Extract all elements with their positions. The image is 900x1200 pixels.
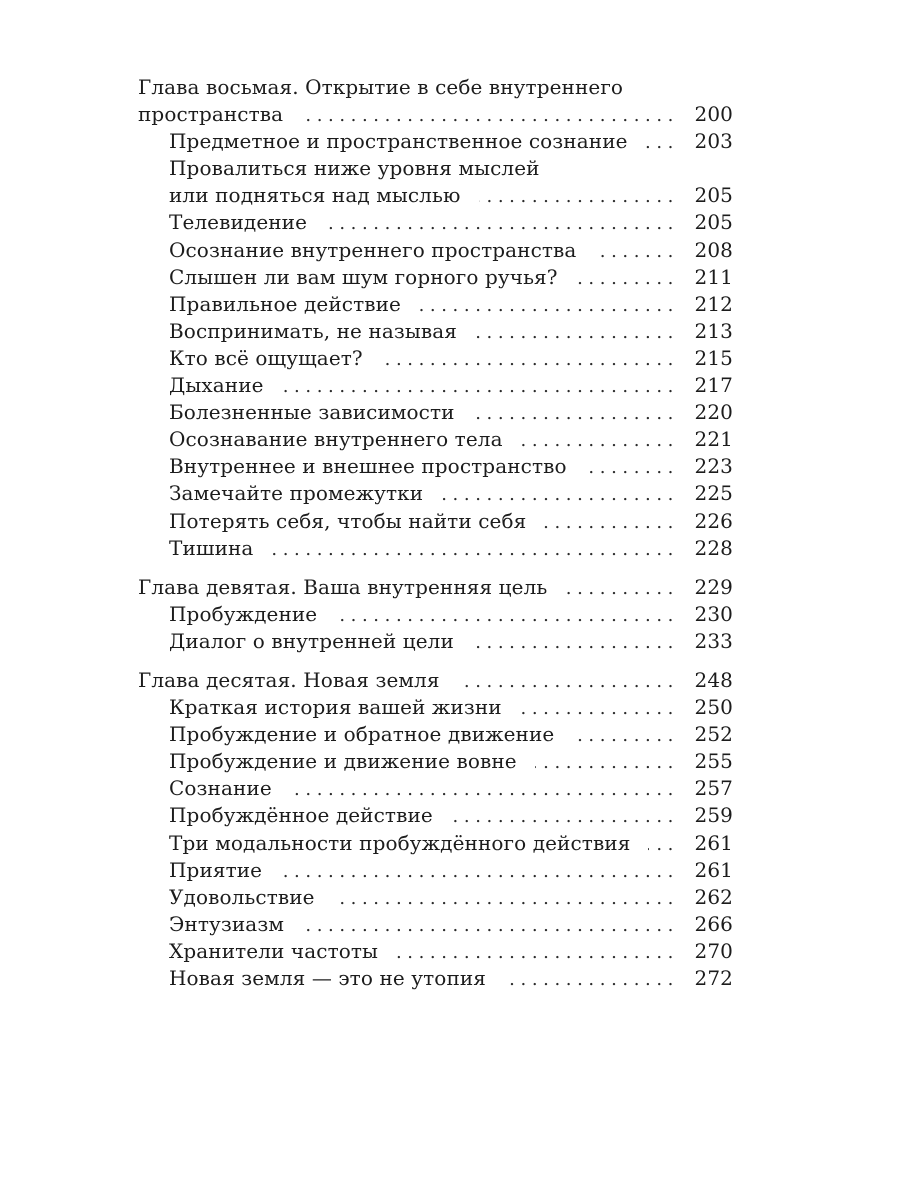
chapter-title-line: Глава девятая. Ваша внутренняя цель ..... 229 — [138, 574, 733, 601]
page-number: 248 — [694, 667, 733, 692]
page-number: 221 — [694, 427, 733, 452]
page-number: 208 — [694, 237, 733, 262]
dot-leader — [290, 776, 679, 803]
page-number: 212 — [694, 291, 733, 316]
dot-leader — [473, 400, 679, 427]
dot-leader — [282, 373, 679, 400]
toc-entry: Сознание ..... 257 — [138, 775, 733, 802]
page-number: 220 — [694, 400, 733, 425]
dot-leader — [441, 481, 679, 508]
page-number: 266 — [694, 911, 733, 936]
dot-leader — [646, 129, 679, 156]
chapter-title-line: Глава восьмая. Открытие в себе внутреннего — [138, 75, 624, 99]
toc-chapter-10 — [138, 667, 733, 992]
page-number: 213 — [694, 318, 733, 343]
page-number: 200 — [694, 102, 733, 127]
dot-leader — [520, 695, 679, 722]
dot-leader — [335, 602, 679, 629]
page-number: 203 — [694, 129, 733, 154]
toc-entry: Телевидение ..... 205 — [138, 209, 733, 236]
page-number: 226 — [694, 508, 733, 533]
toc-entry: Потерять себя, чтобы найти себя ..... 226 — [138, 508, 733, 535]
toc-entry: Приятие ..... 261 — [138, 857, 733, 884]
toc-entry: Осознавание внутреннего тела ..... 221 — [138, 426, 733, 453]
toc-entry: Внутреннее и внешнее пространство ..... 223 — [138, 453, 733, 480]
toc-entry: или подняться над мыслью ..... 205 — [138, 182, 733, 209]
page-number: 217 — [694, 373, 733, 398]
page-number: 270 — [694, 938, 733, 963]
page-number: 257 — [694, 776, 733, 801]
toc-entry: Кто всё ощущает? ..... 215 — [138, 345, 733, 372]
page-number: 228 — [694, 535, 733, 560]
page-number: 205 — [694, 210, 733, 235]
dot-leader — [648, 831, 679, 858]
toc-entry: Хранители частоты ..... 270 — [138, 938, 733, 965]
page-number: 229 — [694, 574, 733, 599]
dot-leader — [594, 238, 679, 265]
toc-entry: Тишина ..... 228 — [138, 535, 733, 562]
dot-leader — [333, 885, 679, 912]
toc-entry: Новая земля — это не утопия ..... 272 — [138, 965, 733, 992]
dot-leader — [280, 858, 679, 885]
page-number: 215 — [694, 345, 733, 370]
dot-leader — [535, 749, 679, 776]
toc-entry: Осознание внутреннего пространства ..... 208 — [138, 237, 733, 264]
toc-entry: Предметное и пространственное сознание ..... 203 — [138, 128, 733, 155]
dot-leader — [271, 536, 679, 563]
toc-entry: Пробуждённое действие ..... 259 — [138, 802, 733, 829]
toc-entry: Пробуждение и обратное движение ..... 252 — [138, 721, 733, 748]
toc-entry: Воспринимать, не называя ..... 213 — [138, 318, 733, 345]
dot-leader — [544, 509, 679, 536]
chapter-title-line: Глава десятая. Новая земля ..... 248 — [138, 667, 733, 694]
toc-entry: Удовольствие ..... 262 — [138, 884, 733, 911]
dot-leader — [419, 292, 679, 319]
toc-entry: Диалог о внутренней цели ..... 233 — [138, 628, 733, 655]
page-number: 261 — [694, 830, 733, 855]
page-number: 211 — [694, 264, 733, 289]
toc-entry: Дыхание ..... 217 — [138, 372, 733, 399]
page-number: 255 — [694, 749, 733, 774]
dot-leader — [585, 454, 679, 481]
toc-entry: Краткая история вашей жизни ..... 250 — [138, 694, 733, 721]
toc-entry: Болезненные зависимости ..... 220 — [138, 399, 733, 426]
dot-leader — [381, 346, 679, 373]
toc-entry: Энтузиазм ..... 266 — [138, 911, 733, 938]
dot-leader — [396, 939, 679, 966]
toc-entry: Правильное действие ..... 212 — [138, 291, 733, 318]
toc-entry: Замечайте промежутки ..... 225 — [138, 480, 733, 507]
page-number: 233 — [694, 628, 733, 653]
dot-leader — [565, 575, 679, 602]
page-number: 252 — [694, 722, 733, 747]
toc-entry: Пробуждение и движение вовне ..... 255 — [138, 748, 733, 775]
toc-entry: Провалиться ниже уровня мыслей — [169, 156, 540, 181]
dot-leader — [475, 319, 679, 346]
toc-chapter-8 — [138, 74, 733, 562]
page-number: 225 — [694, 481, 733, 506]
page-number: 261 — [694, 857, 733, 882]
toc-entry: Пробуждение ..... 230 — [138, 601, 733, 628]
page-number: 259 — [694, 803, 733, 828]
table-of-contents — [138, 74, 733, 992]
dot-leader — [451, 803, 679, 830]
dot-leader — [576, 265, 679, 292]
dot-leader — [472, 629, 679, 656]
page-number: 272 — [694, 966, 733, 990]
dot-leader — [504, 966, 679, 993]
dot-leader — [302, 912, 679, 939]
dot-leader — [479, 183, 680, 210]
toc-entry: Слышен ли вам шум горного ручья? ..... 211 — [138, 264, 733, 291]
dot-leader — [325, 210, 679, 237]
page-number: 223 — [694, 454, 733, 479]
dot-leader — [521, 427, 679, 454]
toc-chapter-9 — [138, 574, 733, 655]
page-number: 262 — [694, 884, 733, 909]
chapter-title-line: пространства ..... 200 — [138, 101, 733, 128]
page-number: 250 — [694, 695, 733, 720]
dot-leader — [572, 722, 679, 749]
dot-leader — [458, 668, 679, 695]
page-number: 230 — [694, 601, 733, 626]
toc-entry: Три модальности пробуждённого действия ..... 261 — [138, 830, 733, 857]
dot-leader — [301, 102, 679, 129]
page-number: 205 — [694, 183, 733, 208]
